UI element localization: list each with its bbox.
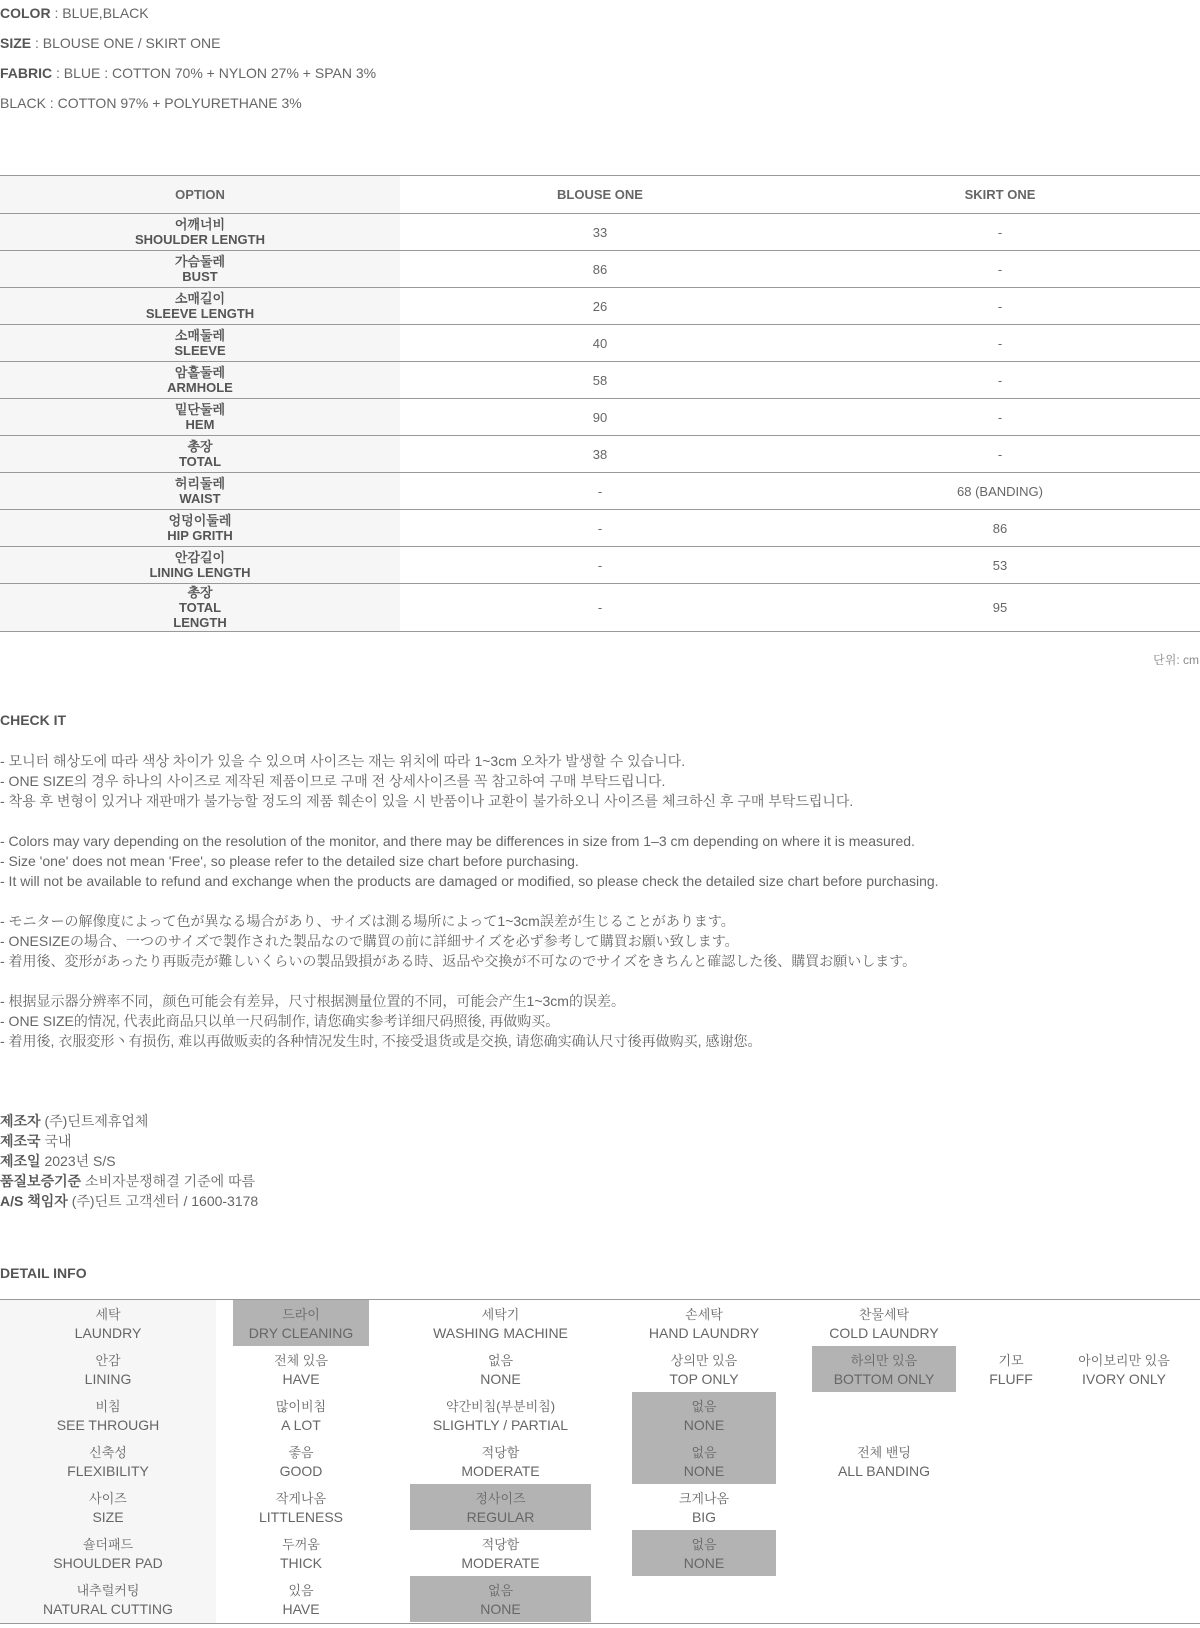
care-option-en: MODERATE <box>461 1463 540 1479</box>
measure-label-ko: 암홀둘레 <box>174 365 226 380</box>
measure-label-ko: 소매둘레 <box>174 328 226 343</box>
detail-title: DETAIL INFO <box>0 1265 87 1281</box>
spec-value: : BLUE : COTTON 70% + NYLON 27% + SPAN 3% <box>52 65 377 81</box>
care-option <box>233 1438 369 1484</box>
maker-label: 제조국 <box>0 1133 41 1149</box>
care-option-en: NONE <box>683 1555 725 1571</box>
measure-label <box>0 288 400 325</box>
maker-row <box>0 1191 258 1211</box>
check-notice <box>0 751 1200 1051</box>
care-label-ko: 세탁 <box>95 1307 121 1322</box>
blouse-value: 40 <box>400 325 800 362</box>
measure-label-en: SLEEVE LENGTH <box>145 306 255 321</box>
spec-label: COLOR <box>0 5 51 21</box>
care-option-ko: 적당함 <box>481 1445 520 1460</box>
notice-line: - Size 'one' does not mean 'Free', so please refer to the detailed size chart before purchasing. <box>0 853 579 869</box>
skirt-value: - <box>800 214 1200 251</box>
blouse-value: 33 <box>400 214 800 251</box>
care-option-en: MODERATE <box>461 1555 540 1571</box>
care-option-ko: 정사이즈 <box>475 1491 526 1506</box>
measure-label <box>0 362 400 399</box>
care-row-label <box>0 1352 216 1398</box>
maker-value: 소비자분쟁해결 기준에 따름 <box>81 1173 256 1189</box>
unit-note: 단위: cm <box>1153 653 1199 667</box>
skirt-value: 68 (BANDING) <box>800 473 1200 510</box>
care-option-ko: 약간비침(부분비침) <box>445 1399 556 1414</box>
care-row-label <box>0 1444 216 1490</box>
care-option <box>410 1484 591 1530</box>
care-option <box>632 1530 776 1576</box>
skirt-value: 86 <box>800 510 1200 547</box>
care-option-ko: 손세탁 <box>685 1307 723 1322</box>
care-option-ko: 없음 <box>691 1399 717 1414</box>
care-option <box>812 1300 956 1346</box>
care-option <box>632 1438 776 1484</box>
table-row <box>0 473 1200 510</box>
spec-value: : BLUE,BLACK <box>50 5 149 21</box>
care-option-ko: 적당함 <box>481 1537 520 1552</box>
care-option <box>233 1392 369 1438</box>
measure-label-ko: 밑단둘레 <box>174 402 226 417</box>
blouse-value: - <box>400 473 800 510</box>
table-row <box>0 325 1200 362</box>
table-row <box>0 214 1200 251</box>
care-label-ko: 비침 <box>95 1399 121 1414</box>
care-option-en: DRY CLEANING <box>248 1325 354 1341</box>
care-row-label <box>0 1490 216 1536</box>
spec-fabric-black <box>0 95 302 111</box>
care-option-ko: 세탁기 <box>481 1307 520 1322</box>
care-option-ko: 없음 <box>487 1583 514 1598</box>
care-option-ko: 아이보리만 있음 <box>1078 1353 1170 1368</box>
care-option-ko: 찬물세탁 <box>858 1307 910 1322</box>
header-blouse: BLOUSE ONE <box>400 176 800 214</box>
care-label-en: SHOULDER PAD <box>53 1555 163 1571</box>
care-option <box>410 1530 591 1576</box>
care-row-label <box>0 1582 216 1628</box>
maker-value: 국내 <box>40 1133 72 1149</box>
measure-label <box>0 399 400 436</box>
maker-label: A/S 책임자 <box>0 1193 68 1209</box>
measure-label-en: BUST <box>182 269 218 284</box>
table-row <box>0 251 1200 288</box>
care-option <box>410 1438 591 1484</box>
blouse-value: - <box>400 510 800 547</box>
care-option <box>959 1346 1063 1392</box>
care-option <box>410 1576 591 1622</box>
care-label-en: LINING <box>84 1371 132 1387</box>
header-option: OPTION <box>0 176 400 214</box>
maker-value: 2023년 S/S <box>40 1153 116 1169</box>
maker-value: (주)딘트 고객센터 / 1600-3178 <box>67 1193 259 1209</box>
notice-line: - モニターの解像度によって色が異なる場合があり、サイズは測る場所によって1~3cm誤差が生じることがあります。 <box>0 913 735 929</box>
size-table-body <box>0 214 1200 632</box>
blouse-value: 26 <box>400 288 800 325</box>
care-option-ko: 없음 <box>691 1445 717 1460</box>
spec-value: BLACK : COTTON 97% + POLYURETHANE 3% <box>0 95 302 111</box>
table-row <box>0 436 1200 473</box>
care-label-en: NATURAL CUTTING <box>43 1601 173 1617</box>
skirt-value: - <box>800 251 1200 288</box>
care-option-en: ALL BANDING <box>837 1463 931 1479</box>
measure-label-en: LINING LENGTH <box>149 565 251 580</box>
measure-label <box>0 584 400 632</box>
care-option <box>1064 1346 1184 1392</box>
skirt-value: - <box>800 399 1200 436</box>
care-row-label <box>0 1536 216 1582</box>
notice-line: - Colors may vary depending on the resolution of the monitor, and there may be differences in size from 1–3 cm depending on where it is measured. <box>0 833 915 849</box>
spec-size <box>0 35 220 51</box>
care-option-ko: 상의만 있음 <box>670 1353 738 1368</box>
care-option <box>812 1438 956 1484</box>
care-option-ko: 없음 <box>691 1537 717 1552</box>
care-label-en: LAUNDRY <box>74 1325 142 1341</box>
spec-color <box>0 5 149 21</box>
header-skirt: SKIRT ONE <box>800 176 1200 214</box>
measure-label <box>0 510 400 547</box>
maker-label: 제조자 <box>0 1113 41 1129</box>
care-option-ko: 기모 <box>998 1353 1024 1368</box>
blouse-value: 90 <box>400 399 800 436</box>
care-grid <box>0 1299 1200 1624</box>
maker-row <box>0 1151 258 1171</box>
care-option-en: IVORY ONLY <box>1081 1371 1167 1387</box>
care-option-ko: 하의만 있음 <box>850 1353 918 1368</box>
table-row <box>0 399 1200 436</box>
measure-label-en: TOTAL <box>178 454 222 469</box>
blouse-value: 38 <box>400 436 800 473</box>
care-option-en: BIG <box>691 1509 717 1525</box>
maker-label: 품질보증기준 <box>0 1173 82 1189</box>
care-label-ko: 사이즈 <box>89 1491 127 1506</box>
table-row <box>0 362 1200 399</box>
care-option-ko: 전체 있음 <box>274 1353 328 1368</box>
notice-gap <box>0 971 1200 991</box>
notice-line: - ONE SIZE的情况, 代表此商品只以单一尺码制作, 请您确实参考详细尺码照後, 再做购买。 <box>0 1013 560 1029</box>
skirt-value: - <box>800 288 1200 325</box>
maker-row <box>0 1131 258 1151</box>
care-option-ko: 드라이 <box>282 1307 320 1322</box>
care-option-ko: 작게나옴 <box>275 1491 327 1506</box>
care-option <box>233 1530 369 1576</box>
skirt-value: - <box>800 436 1200 473</box>
size-table-header <box>0 176 1200 214</box>
spec-value: : BLOUSE ONE / SKIRT ONE <box>31 35 221 51</box>
measure-label-ko: 어깨너비 <box>174 217 226 232</box>
care-option <box>632 1484 776 1530</box>
measure-label-ko: 총장 <box>187 439 213 454</box>
table-row <box>0 584 1200 632</box>
notice-line: - 모니터 해상도에 따라 색상 차이가 있을 수 있으며 사이즈는 재는 위치에 따라 1~3cm 오차가 발생할 수 있습니다. <box>0 753 686 769</box>
care-label-en: FLEXIBILITY <box>67 1463 149 1479</box>
care-option-en: BOTTOM ONLY <box>833 1371 935 1387</box>
measure-label <box>0 473 400 510</box>
care-option-en: HAND LAUNDRY <box>648 1325 760 1341</box>
care-option <box>233 1346 369 1392</box>
care-option <box>233 1484 369 1530</box>
care-option-en: HAVE <box>282 1601 320 1617</box>
spec-label: FABRIC <box>0 65 53 81</box>
care-option <box>233 1300 369 1346</box>
notice-line: - 착용 후 변형이 있거나 재판매가 불가능할 정도의 제품 훼손이 있을 시 반품이나 교환이 불가하오니 사이즈를 체크하신 후 구매 부탁드립니다. <box>0 793 854 809</box>
measure-label-ko: 가슴둘레 <box>174 254 226 269</box>
maker-value: (주)딘트제휴업체 <box>40 1113 149 1129</box>
care-label-en: SEE THROUGH <box>56 1417 160 1433</box>
care-label-ko: 내추럴커팅 <box>76 1583 140 1598</box>
care-option <box>632 1300 776 1346</box>
measure-label-en: TOTAL <box>178 600 222 615</box>
care-row-label <box>0 1306 216 1352</box>
care-option <box>410 1300 591 1346</box>
measure-label-en: ARMHOLE <box>167 380 233 395</box>
care-option-en: COLD LAUNDRY <box>829 1325 939 1341</box>
skirt-value: 53 <box>800 547 1200 584</box>
size-table <box>0 175 1200 632</box>
notice-line: - ONE SIZE의 경우 하나의 사이즈로 제작된 제품이므로 구매 전 상세사이즈를 꼭 참고하여 구매 부탁드립니다. <box>0 773 666 789</box>
care-option-ko: 없음 <box>487 1353 514 1368</box>
measure-label-en: WAIST <box>179 491 221 506</box>
measure-label-ko: 소매길이 <box>174 291 226 306</box>
skirt-value: - <box>800 325 1200 362</box>
measure-label-en: SHOULDER LENGTH <box>135 232 265 247</box>
table-row <box>0 288 1200 325</box>
care-option-en: SLIGHTLY / PARTIAL <box>432 1417 569 1433</box>
maker-row <box>0 1111 258 1131</box>
table-row <box>0 547 1200 584</box>
measure-label-ko: 안감길이 <box>174 550 226 565</box>
care-option-en: LITTLENESS <box>258 1509 344 1525</box>
measure-label <box>0 436 400 473</box>
care-option-ko: 많이비침 <box>275 1399 327 1414</box>
care-option-en: REGULAR <box>466 1509 535 1525</box>
care-option <box>410 1346 591 1392</box>
care-option-ko: 두꺼움 <box>282 1537 320 1552</box>
care-option-en: GOOD <box>279 1463 323 1479</box>
care-option <box>812 1346 956 1392</box>
care-option-en: NONE <box>480 1601 521 1617</box>
table-row <box>0 510 1200 547</box>
care-option <box>632 1392 776 1438</box>
care-label-ko: 안감 <box>95 1353 121 1368</box>
maker-row <box>0 1171 258 1191</box>
care-option <box>632 1346 776 1392</box>
check-title: CHECK IT <box>0 712 67 728</box>
care-option-en: HAVE <box>282 1371 320 1387</box>
care-option-ko: 크게나옴 <box>678 1491 730 1506</box>
care-label-ko: 숄더패드 <box>82 1537 134 1552</box>
care-option-en: TOP ONLY <box>669 1371 739 1387</box>
measure-label-ko: 엉덩이둘레 <box>168 513 232 528</box>
care-option-ko: 전체 밴딩 <box>857 1445 911 1460</box>
blouse-value: 58 <box>400 362 800 399</box>
care-option-en: NONE <box>480 1371 521 1387</box>
measure-label-en2: LENGTH <box>173 615 227 630</box>
measure-label-ko: 허리둘레 <box>174 476 226 491</box>
blouse-value: - <box>400 584 800 632</box>
blouse-value: 86 <box>400 251 800 288</box>
measure-label <box>0 325 400 362</box>
care-option-en: A LOT <box>281 1417 321 1433</box>
care-row-label <box>0 1398 216 1444</box>
care-label-en: SIZE <box>92 1509 124 1525</box>
notice-line: - 根据显示器分辨率不同，颜色可能会有差异，尺寸根据测量位置的不同，可能会产生1~3cm的误差。 <box>0 993 625 1009</box>
blouse-value: - <box>400 547 800 584</box>
notice-line: - ONESIZEの場合、一つのサイズで製作された製品なので購買の前に詳細サイズを必ず参考して購買お願い致します。 <box>0 933 739 949</box>
measure-label <box>0 251 400 288</box>
measure-label-ko: 총장 <box>187 585 213 600</box>
spec-fabric <box>0 65 376 81</box>
spec-label: SIZE <box>0 35 32 51</box>
maker-info <box>0 1111 258 1211</box>
care-option-en: NONE <box>683 1417 725 1433</box>
measure-label <box>0 214 400 251</box>
maker-label: 제조일 <box>0 1153 41 1169</box>
notice-gap <box>0 811 1200 831</box>
care-option-ko: 좋음 <box>288 1445 314 1460</box>
notice-line: - 着用後、変形があったり再販売が難しいくらいの製品毀損がある時、返品や交換が不可なのでサイズをきちんと確認した後、購買お願いします。 <box>0 953 917 969</box>
care-option-en: FLUFF <box>989 1371 1033 1387</box>
measure-label <box>0 547 400 584</box>
skirt-value: 95 <box>800 584 1200 632</box>
measure-label-en: HEM <box>185 417 215 432</box>
care-option-en: NONE <box>683 1463 725 1479</box>
notice-line: - 着用後, 衣服変形丶有损伤, 难以再做贩卖的各种情况发生时, 不接受退货或是交换, 请您确实确认尺寸後再做购买, 感谢您。 <box>0 1033 762 1049</box>
care-option-en: THICK <box>280 1555 322 1571</box>
notice-line: - It will not be available to refund and exchange when the products are damaged or modified, so please check the detailed size chart before purchasing. <box>0 873 939 889</box>
care-label-ko: 신축성 <box>89 1445 127 1460</box>
care-option-en: WASHING MACHINE <box>433 1325 568 1341</box>
care-option <box>410 1392 591 1438</box>
notice-gap <box>0 891 1200 911</box>
measure-label-en: HIP GRITH <box>167 528 233 543</box>
skirt-value: - <box>800 362 1200 399</box>
care-option <box>233 1576 369 1622</box>
measure-label-en: SLEEVE <box>174 343 226 358</box>
care-option-ko: 있음 <box>288 1583 314 1598</box>
